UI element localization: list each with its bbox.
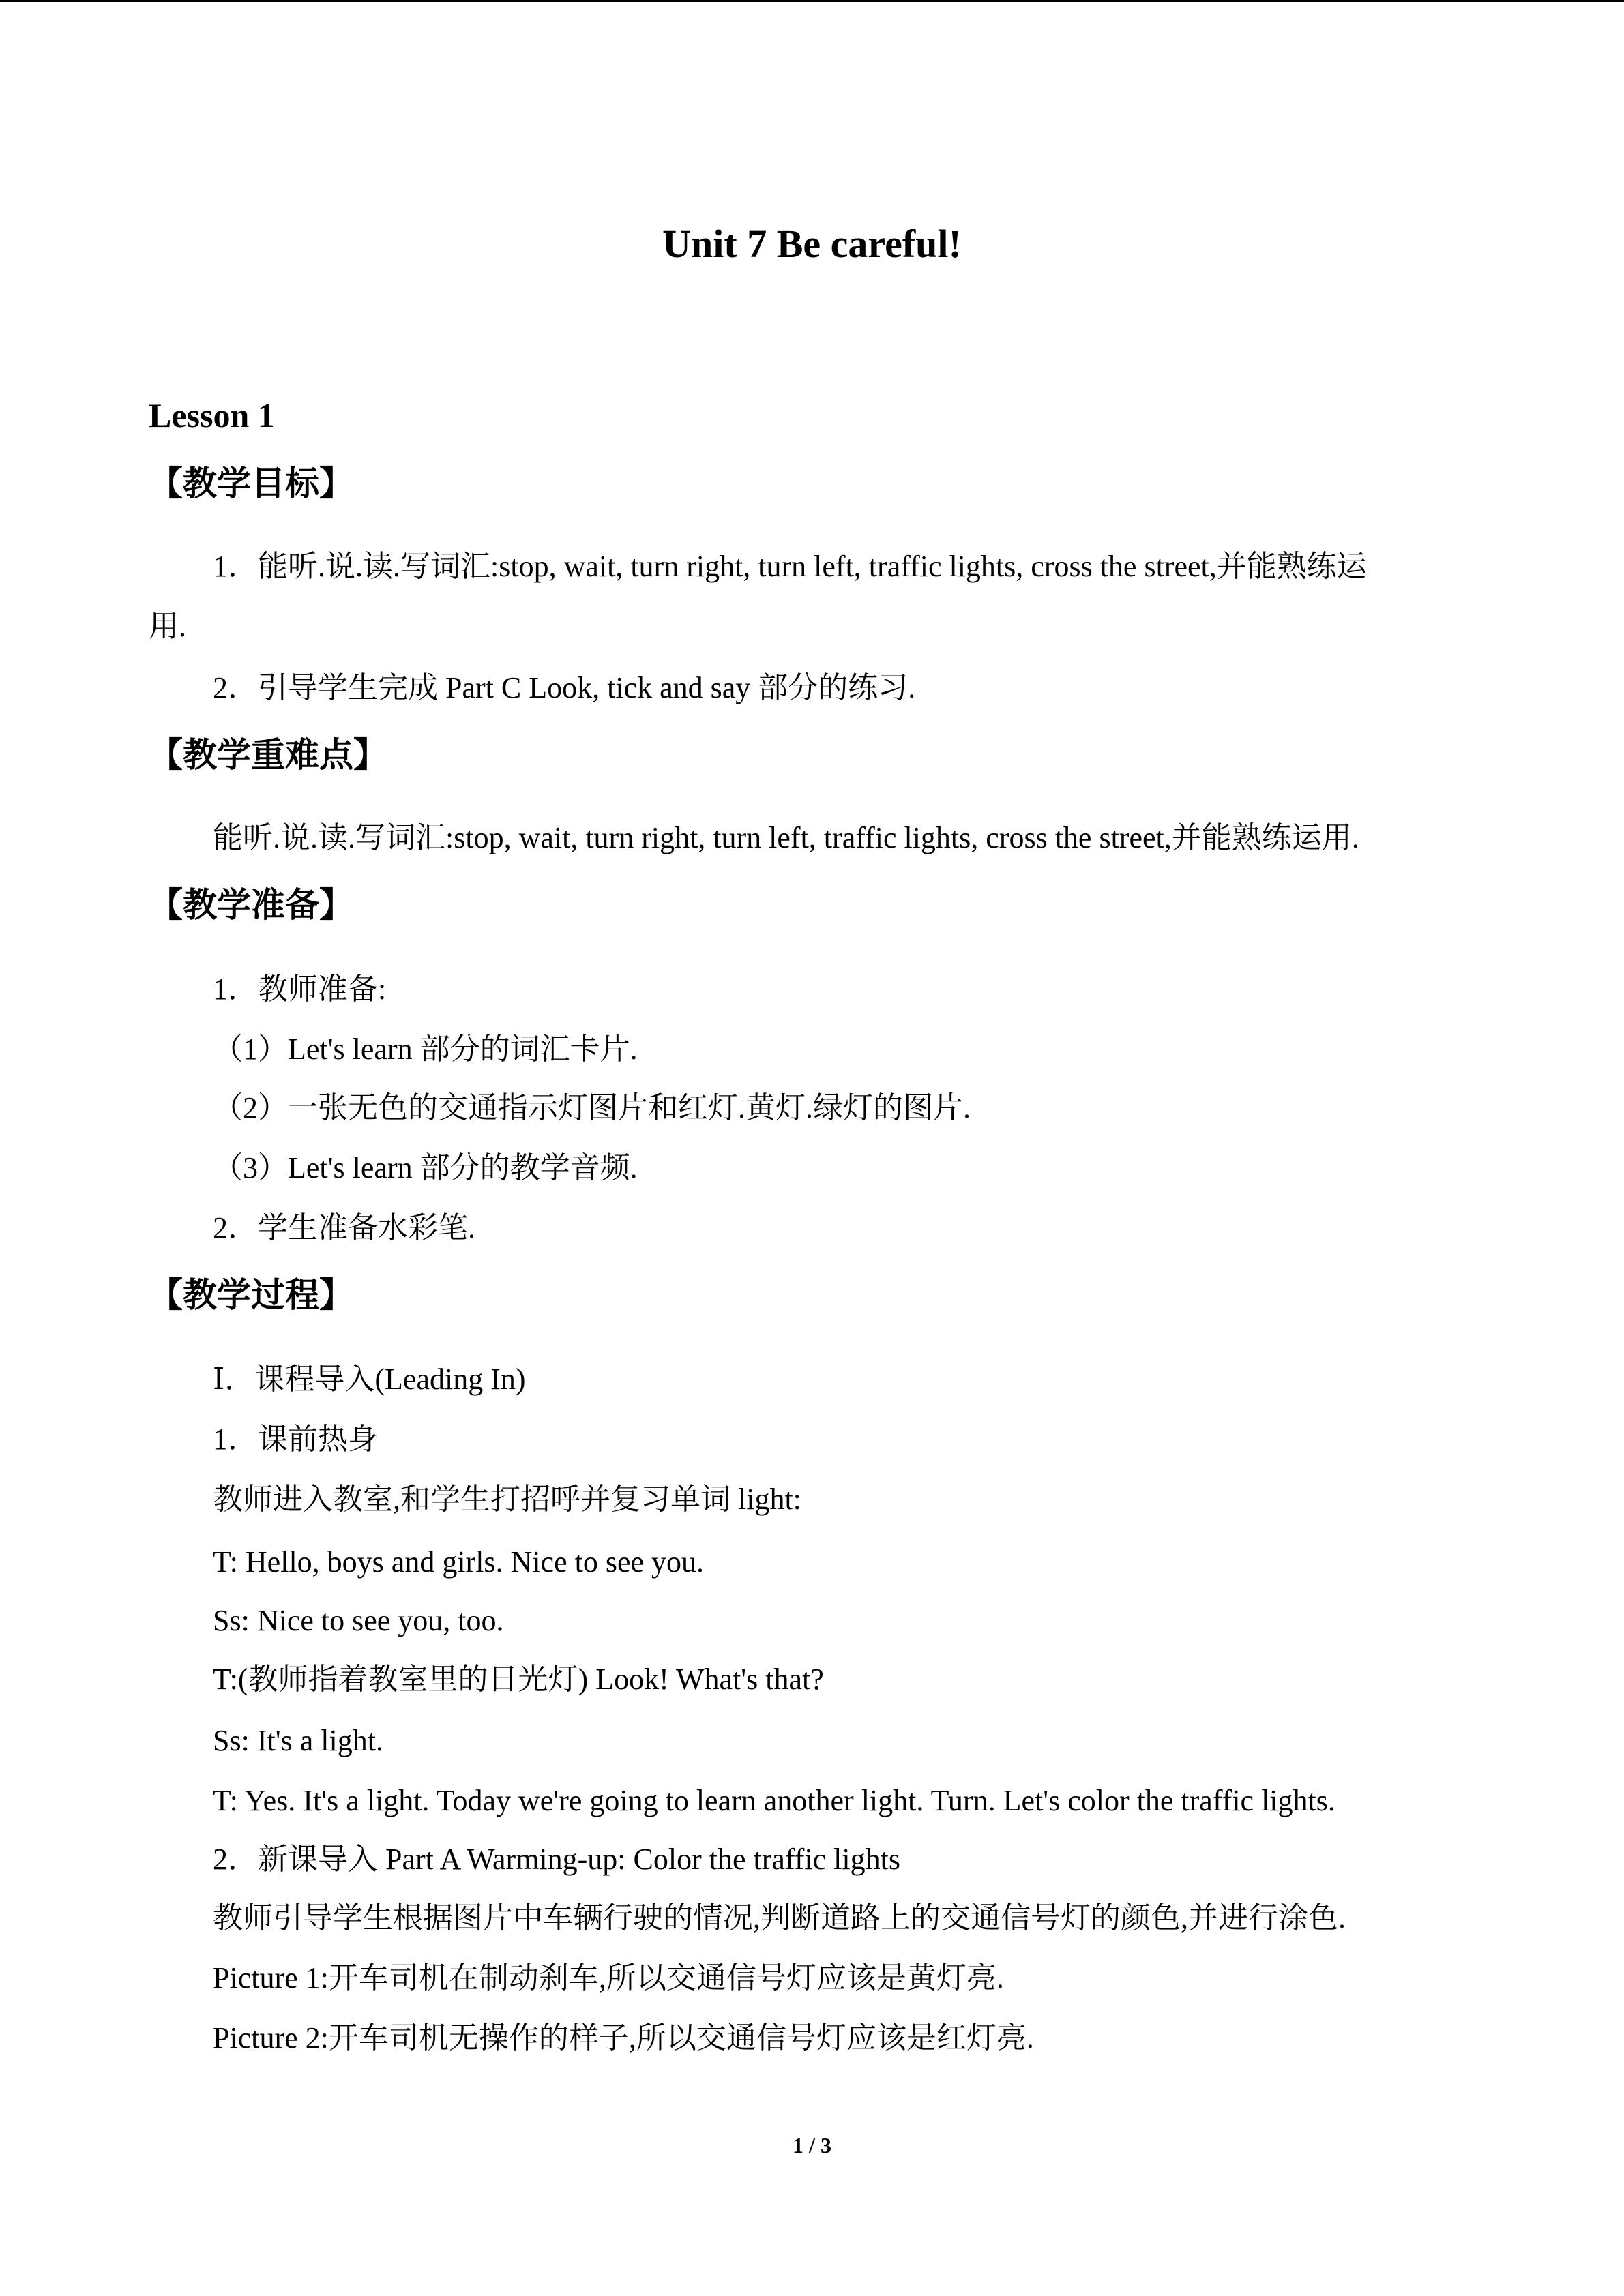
preparation-line: （1）Let's learn 部分的词汇卡片. (213, 1032, 638, 1066)
process-line: Ⅰ．课程导入(Leading In) (213, 1362, 526, 1396)
process-line: 2．新课导入 Part A Warming-up: Color the traffic lights (213, 1843, 900, 1876)
page-indicator: 1 / 3 (793, 2133, 831, 2158)
top-border-line (0, 0, 1624, 2)
process-line: 教师引导学生根据图片中车辆行驶的情况,判断道路上的交通信号灯的颜色,并进行涂色. (213, 1901, 1346, 1935)
process-line: Ss: Nice to see you, too. (213, 1604, 504, 1637)
objective-item-1-line-2: 用. (149, 610, 186, 643)
lesson-label: Lesson 1 (149, 396, 275, 434)
section-heading-key-points: 【教学重难点】 (149, 735, 387, 775)
key-points-text: 能听.说.读.写词汇:stop, wait, turn right, turn left, traffic lights, cross the street,并能熟练运用. (213, 821, 1359, 854)
preparation-line: 1．教师准备: (213, 972, 387, 1006)
document-title: Unit 7 Be careful! (662, 222, 962, 266)
section-heading-process: 【教学过程】 (149, 1275, 353, 1315)
section-heading-preparation: 【教学准备】 (149, 885, 353, 925)
objective-item-1-line-1: 1．能听.说.读.写词汇:stop, wait, turn right, turn left, traffic lights, cross the street,并能熟练运 (213, 550, 1367, 583)
section-heading-objectives: 【教学目标】 (149, 464, 353, 503)
preparation-line: 2．学生准备水彩笔. (213, 1211, 475, 1244)
process-line: T: Hello, boys and girls. Nice to see you. (213, 1545, 705, 1579)
process-line: 1．课前热身 (213, 1422, 378, 1456)
process-line: 教师进入教室,和学生打招呼并复习单词 light: (213, 1482, 801, 1516)
process-line: Picture 2:开车司机无操作的样子,所以交通信号灯应该是红灯亮. (213, 2021, 1034, 2055)
process-line: T:(教师指着教室里的日光灯) Look! What's that? (213, 1663, 824, 1696)
objective-item-2: 2．引导学生完成 Part C Look, tick and say 部分的练习. (213, 671, 916, 704)
process-line: Ss: It's a light. (213, 1724, 383, 1757)
preparation-line: （3）Let's learn 部分的教学音频. (213, 1151, 638, 1184)
process-line: Picture 1:开车司机在制动刹车,所以交通信号灯应该是黄灯亮. (213, 1961, 1004, 1995)
preparation-line: （2）一张无色的交通指示灯图片和红灯.黄灯.绿灯的图片. (213, 1091, 971, 1124)
process-line: T: Yes. It's a light. Today we're going to learn another light. Turn. Let's color the traffic lights. (213, 1784, 1335, 1817)
